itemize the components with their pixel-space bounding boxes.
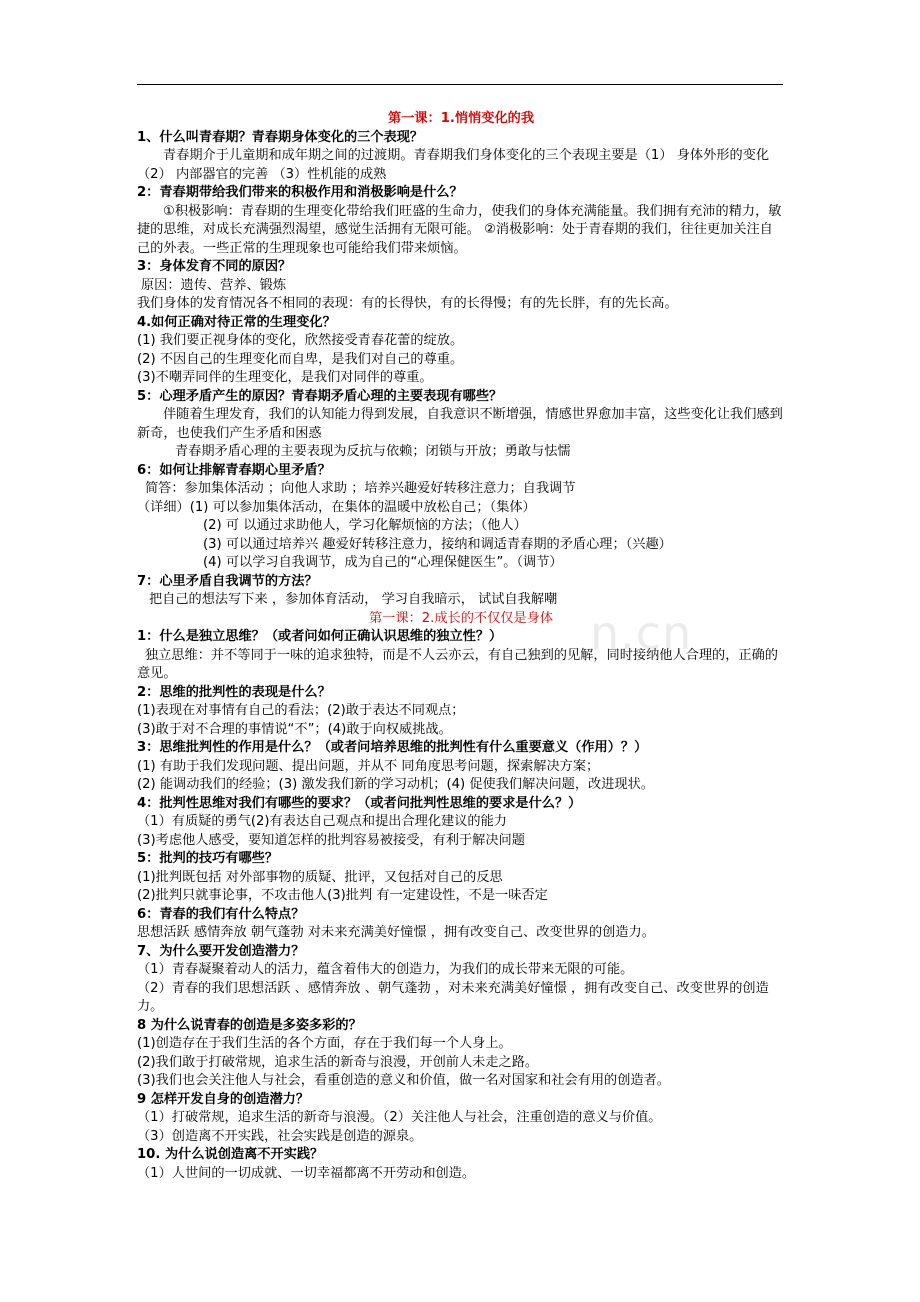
answer: (3)考虑他人感受，要知道怎样的批判容易被接受，有利于解决问题 [137, 832, 525, 848]
answer: 思想活跃 感情奔放 朝气蓬勃 对未来充满美好憧憬 ，拥有改变自己、改变世界的创造力。 [137, 925, 655, 940]
lesson2-title: 第一课：2.成长的不仅仅是身体 [368, 610, 554, 626]
answer: (4) 可以学习自我调节，成为自己的“心理保健医生”。（调节） [203, 555, 563, 570]
answer: (3)敢于对不合理的事情说“不”；(4)敢于向权威挑战。 [137, 721, 452, 737]
question: 6：青春的我们有什么特点？ [137, 906, 305, 922]
answer: (1) 我们要正视身体的变化，欣然接受青春花蕾的绽放。 [137, 333, 464, 348]
answer: （1）打破常规，追求生活的新奇与浪漫。（2）关注他人与社会，注重创造的意义与价值。 [137, 1110, 662, 1125]
answer: 把自己的想法写下来 ，参加体育活动， 学习自我暗示， 试试自我解嘲 [149, 592, 558, 607]
answer: (1)创造存在于我们生活的各个方面，存在于我们每一个人身上。 [137, 1036, 512, 1051]
lesson1-title: 第一课：1.悄悄变化的我 [387, 111, 535, 126]
answer: (3) 可以通过培养兴 趣爱好转移注意力，接纳和调适青春期的矛盾心理；（兴趣） [203, 536, 672, 552]
question: 2：思维的批判性的表现是什么？ [137, 684, 331, 700]
question: 3：思维批判性的作用是什么？（或者问培养思维的批判性有什么重要意义（作用）？） [137, 740, 648, 755]
answer: 伴随着生理发育，我们的认知能力得到发展，自我意识不断增强，情感世界愈加丰富，这些变化让我们感到新奇，也使我们产生矛盾和困惑 [137, 407, 783, 441]
answer: （1）人世间的一切成就、一切幸福都离不开劳动和创造。 [137, 1165, 476, 1181]
question: 7、为什么要开发创造潜力？ [137, 943, 305, 959]
question: 8 为什么说青春的创造是多姿多彩的？ [137, 1017, 362, 1033]
answer: (3)不嘲弄同伴的生理变化，是我们对同伴的尊重。 [137, 370, 433, 385]
answer: (2) 不因自己的生理变化而自卑，是我们对自己的尊重。 [137, 351, 464, 367]
header-rule [137, 84, 783, 85]
answer: (2)批判只就事论事，不攻击他人(3)批判 有一定建设性，不是一味否定 [137, 888, 548, 903]
question: 3：身体发育不同的原因？ [137, 259, 292, 274]
answer: （2）青春的我们思想活跃 、感情奔放 、朝气蓬勃 ，对未来充满美好憧憬 ，拥有改变自己、改变世界的创造力。 [137, 980, 769, 1014]
question: 4：批判性思维对我们有哪些的要求？（或者问批判性思维的要求是什么？） [137, 795, 582, 811]
answer: (3)我们也会关注他人与社会，看重创造的意义和价值，做一名对国家和社会有用的创造者。 [137, 1073, 670, 1088]
question: 5：批判的技巧有哪些？ [137, 851, 279, 866]
answer: (1) 有助于我们发现问题、提出问题，并从不 同角度思考问题，探索解决方案； [137, 758, 600, 774]
answer: 原因：遗传、营养、锻炼 [141, 277, 287, 293]
question: 5：心理矛盾产生的原因？青春期矛盾心理的主要表现有哪些？ [137, 388, 503, 404]
answer: 青春期矛盾心理的主要表现为反抗与依赖；闭锁与开放；勇敢与怯懦 [175, 444, 571, 459]
answer: 简答：参加集体活动 ；向他人求助 ；培养兴趣爱好转移注意力；自我调节 [145, 481, 576, 496]
question: 4.如何正确对待正常的生理变化？ [137, 314, 336, 330]
document-body [137, 110, 785, 1183]
answer: (1)表现在对事情有自己的看法；(2)敢于表达不同观点； [137, 703, 465, 718]
answer: 青春期介于儿童期和成年期之间的过渡期。青春期我们身体变化的三个表现主要是（1） 身体外形的变化（2） 内部器官的完善 （3）性机能的成熟 [137, 148, 770, 182]
answer: （3）创造离不开实践，社会实践是创造的源泉。 [137, 1128, 423, 1144]
question: 6：如何让排解青春期心里矛盾？ [137, 462, 331, 478]
question: 1、什么叫青春期？青春期身体变化的三个表现？ [137, 129, 424, 145]
answer: （1）青春凝聚着动人的活力，蕴含着伟大的创造力，为我们的成长带来无限的可能。 [137, 962, 634, 977]
question: 2：青春期带给我们带来的积极作用和消极影响是什么？ [137, 185, 463, 200]
answer: (2) 能调动我们的经验；(3) 激发我们新的学习动机；(4) 促使我们解决问题，改进现状。 [137, 777, 654, 792]
question: 7：心里矛盾自我调节的方法？ [137, 573, 318, 589]
answer: (1)批判既包括 对外部事物的质疑、批评，又包括对自己的反思 [137, 869, 503, 885]
answer: （详细）(1) 可以参加集体活动，在集体的温暖中放松自己；（集体） [137, 499, 536, 515]
answer: （1）有质疑的勇气(2)有表达自己观点和提出合理化建议的能力 [137, 814, 507, 829]
question: 9 怎样开发自身的创造潜力？ [137, 1091, 310, 1107]
watermark: n.cn [590, 606, 693, 660]
answer: ①积极影响：青春期的生理变化带给我们旺盛的生命力，使我们的身体充满能量。我们拥有充沛的精力，敏捷的思维，对成长充满强烈渴望，感觉生活拥有无限可能。 ②消极影响：处于青春期的我们，往往更加关注自己的外表。一些正常的生理现象也可能给我们带来烦恼。 [137, 203, 782, 256]
answer: (2) 可 以通过求助他人，学习化解烦恼的方法；（他人） [203, 518, 527, 533]
answer: (2)我们敢于打破常规，追求生活的新奇与浪漫，开创前人未走之路。 [137, 1054, 539, 1070]
answer: 我们身体的发育情况各不相同的表现：有的长得快，有的长得慢；有的先长胖，有的先长高。 [137, 296, 678, 311]
answer: 独立思维：并不等同于一味的追求独特，而是不人云亦云，有自己独到的见解，同时接纳他人合理的，正确的意见。 [137, 647, 778, 681]
question: 1：什么是独立思维？（或者问如何正确认识思维的独立性？） [137, 629, 503, 644]
question: 10. 为什么说创造离不开实践？ [137, 1147, 324, 1162]
